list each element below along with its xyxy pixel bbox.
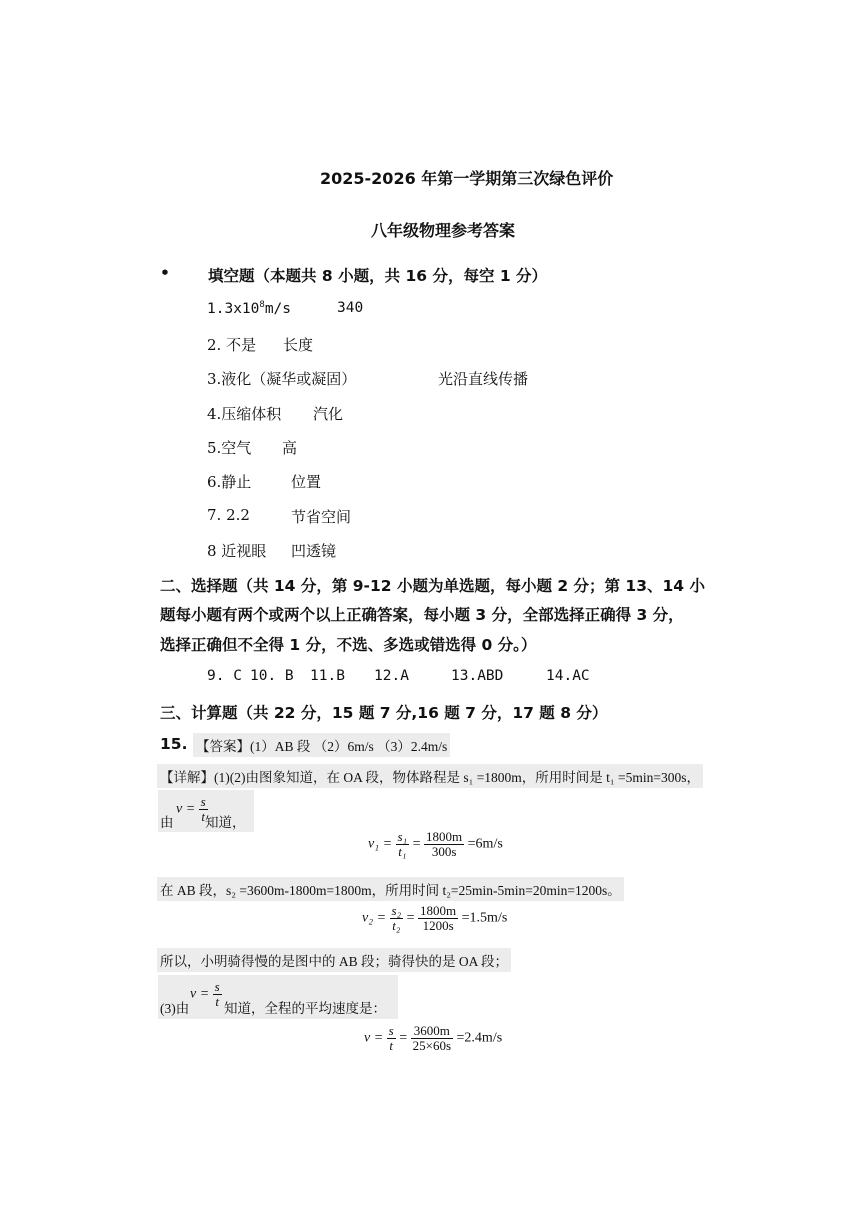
answer-5a: 5.空气 <box>207 439 252 457</box>
section2-heading-line1: 二、选择题（共 14 分，第 9-12 小题为单选题，每小题 2 分；第 13、14 小 <box>160 577 705 595</box>
equation-average-velocity: v = $\frac{s}{t}$ = $\frac{3600m}{25\times 60s}$ =2.4m/s <box>364 1023 503 1053</box>
section2-heading-line2: 题每小题有两个或两个以上正确答案，每小题 3 分，全部选择正确得 3 分， <box>160 606 684 624</box>
velocity-formula-2: v = $\frac{s}{t}$ <box>190 979 220 1009</box>
answer-4a: 4.压缩体积 <box>207 405 282 423</box>
ab-segment-line: 在 AB 段，s₂ =3600m-1800m=1800m，所用时间 t₂=25min-5min=20min=1200s。 <box>157 877 624 901</box>
answer-6a: 6.静止 <box>207 473 252 491</box>
choice-answer-10: 10. B <box>250 668 294 684</box>
choice-answer-12: 12.A <box>374 668 409 684</box>
part3-prefix: (3)由 <box>160 1001 190 1016</box>
equation-v1: v₁ = $\frac{\text{s₁}}{\text{t₁}}$ = $\frac{1800m}{300s}$ =6m/s <box>368 829 503 859</box>
section1-heading: 填空题（本题共 8 小题，共 16 分，每空 1 分） <box>208 267 548 285</box>
answer-3b: 光沿直线传播 <box>438 370 529 388</box>
answer-4b: 汽化 <box>313 405 344 423</box>
part3-suffix: 知道，全程的平均速度是： <box>224 1001 386 1016</box>
document-subtitle: 八年级物理参考答案 <box>371 221 516 240</box>
section2-heading-line3: 选择正确但不全得 1 分，不选、多选或错选得 0 分。） <box>160 636 537 654</box>
choice-answer-9: 9. C <box>207 668 242 684</box>
choice-answer-13: 13.ABD <box>451 668 504 684</box>
answer-8a: 8 近视眼 <box>207 542 267 560</box>
answer-7b: 节省空间 <box>291 508 352 526</box>
choice-answer-14: 14.AC <box>546 668 590 684</box>
section1-bullet: • <box>160 264 170 282</box>
answer-2b: 长度 <box>283 336 314 354</box>
conclusion-line: 所以，小明骑得慢的是图中的 AB 段；骑得快的是 OA 段； <box>157 948 511 972</box>
answer-7a: 7. 2.2 <box>207 506 250 524</box>
choice-answer-11: 11.B <box>310 668 345 684</box>
equation-v2: v₂ = $\frac{\text{s₂}}{\text{t₂}}$ = $\frac{1800m}{1200s}$ =1.5m/s <box>362 903 508 933</box>
answer-2a: 2. 不是 <box>207 336 257 354</box>
question-15-number: 15. <box>160 735 188 753</box>
answer-1b: 340 <box>337 300 364 316</box>
zhidao-label: 知道， <box>205 815 246 830</box>
answer-1a: $1.3x10^8m/s$ <box>207 300 292 317</box>
velocity-formula-1: v = $\frac{s}{t}$ <box>176 794 206 824</box>
section3-heading: 三、计算题（共 22 分，15 题 7 分,16 题 7 分，17 题 8 分） <box>160 704 608 722</box>
document-title: 2025-2026 年第一学期第三次绿色评价 <box>320 169 614 188</box>
answer-3a: 3.液化（凝华或凝固） <box>207 370 357 388</box>
answer-5b: 高 <box>282 439 298 457</box>
answer-8b: 凹透镜 <box>291 542 337 560</box>
answer-6b: 位置 <box>291 473 322 491</box>
question-15-answer: 【答案】(1）AB 段 （2）6m/s （3）2.4m/s <box>193 733 450 757</box>
detail-line-1: 【详解】(1)(2)由图象知道，在 OA 段，物体路程是 s₁ =1800m，所用时间是 t₁ =5min=300s， <box>157 764 703 788</box>
you-label: 由 <box>160 815 174 830</box>
